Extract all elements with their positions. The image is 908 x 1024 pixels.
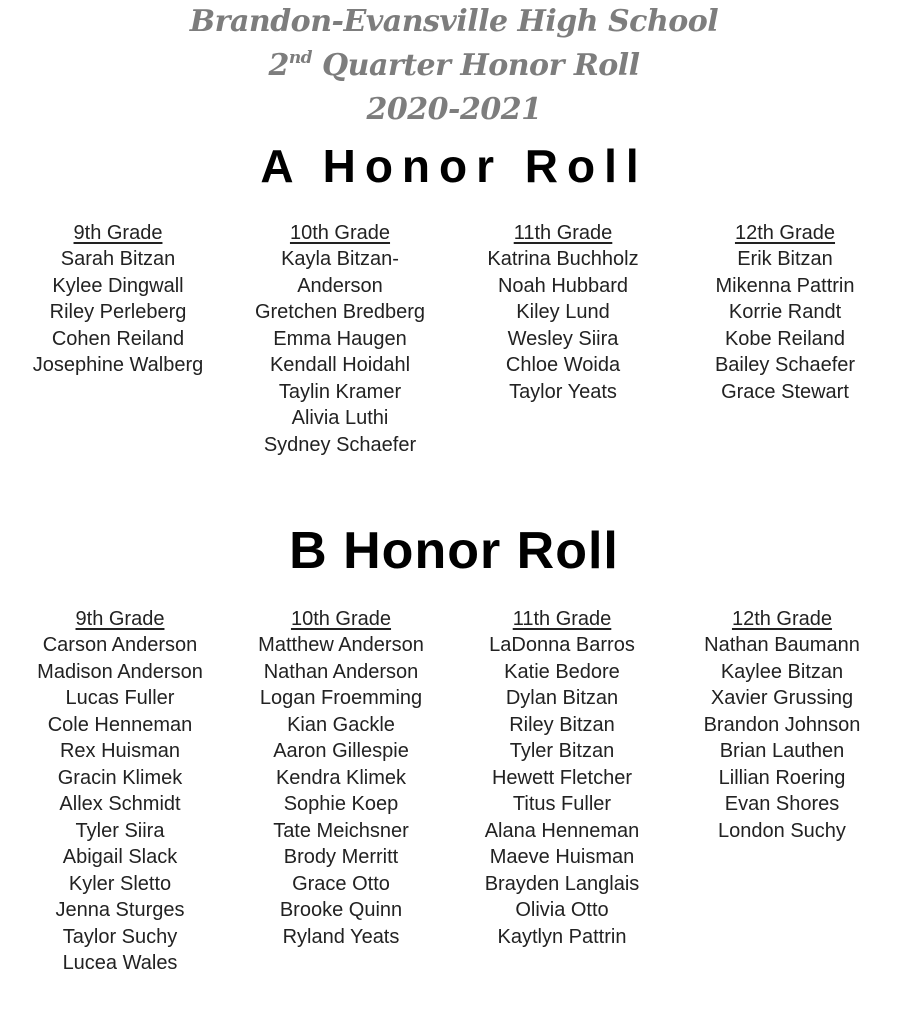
student-name: Riley Bitzan (509, 713, 615, 736)
b-honor-roll-title: B Honor Roll (289, 522, 619, 580)
quarter-ordinal: 2 (268, 48, 289, 83)
a-roll-column-10th (230, 220, 450, 458)
student-name: Kendall Hoidahl (269, 354, 411, 376)
student-name: Sarah Bitzan (60, 248, 176, 270)
student-name: Kian Gackle (287, 713, 395, 736)
student-name: Chloe Woida (505, 354, 621, 376)
student-name: Evan Shores (724, 793, 840, 815)
quarter-suffix: nd (288, 48, 313, 68)
a-roll-column-12th (675, 220, 895, 405)
student-name: Nathan Baumann (704, 634, 860, 656)
student-name: Kendra Klimek (275, 766, 407, 789)
student-name: Hewett Fletcher (491, 766, 633, 789)
student-name: Dylan Bitzan (505, 687, 619, 709)
grade-heading: 12th Grade (734, 222, 836, 244)
student-name: Kaytlyn Pattrin (497, 925, 627, 948)
school-name: Brandon-Evansville High School (189, 4, 719, 39)
student-name: Riley Perleberg (49, 301, 187, 323)
student-name: London Suchy (718, 819, 846, 842)
student-name: Gretchen Bredberg (254, 301, 426, 323)
student-name: Kobe Reiland (724, 327, 846, 350)
student-name: Rex Huisman (59, 740, 181, 762)
student-name: Taylin Kramer (278, 380, 402, 403)
student-name: Ryland Yeats (282, 925, 400, 948)
student-name: Katie Bedore (504, 660, 620, 683)
student-name: Kylee Dingwall (52, 274, 184, 297)
quarter-rest: Quarter Honor Roll (312, 48, 640, 83)
student-name: Bailey Schaefer (714, 354, 856, 376)
b-roll-column-10th (231, 606, 451, 950)
student-name: Lucea Wales (62, 952, 178, 974)
student-name: Olivia Otto (515, 899, 609, 921)
student-name: Brian Lauthen (719, 740, 845, 762)
student-name: Titus Fuller (512, 793, 612, 815)
a-honor-roll-title: A Honor Roll (260, 140, 648, 192)
student-name: Lillian Roering (718, 766, 846, 789)
grade-heading: 10th Grade (290, 608, 392, 630)
b-roll-column-11th (452, 606, 672, 950)
student-name: Aaron Gillespie (273, 740, 409, 762)
student-name: Kaylee Bitzan (720, 660, 844, 683)
student-name: Taylor Suchy (62, 925, 178, 948)
student-name: Sydney Schaefer (263, 433, 417, 456)
grade-heading: 9th Grade (73, 222, 163, 244)
student-name: Kyler Sletto (68, 872, 172, 895)
student-name: Nathan Anderson (263, 660, 419, 683)
student-name: Carson Anderson (42, 634, 198, 656)
student-name: Katrina Buchholz (487, 248, 639, 270)
student-name: Maeve Huisman (489, 846, 635, 868)
a-roll-column-9th (8, 220, 228, 379)
student-name: Emma Haugen (273, 327, 407, 350)
student-name: Wesley Siira (507, 327, 619, 350)
student-name: Alivia Luthi (291, 407, 389, 429)
student-name: Lucas Fuller (65, 687, 175, 709)
a-roll-column-11th (453, 220, 673, 405)
student-name: Logan Froemming (259, 687, 423, 709)
student-name: Taylor Yeats (509, 380, 617, 403)
student-name: Tate Meichsner (273, 819, 409, 842)
student-name: Mikenna Pattrin (715, 274, 855, 297)
student-name: Sophie Koep (283, 793, 399, 815)
school-year: 2020-2021 (366, 92, 542, 127)
student-name: Matthew Anderson (258, 634, 424, 656)
grade-heading: 10th Grade (289, 222, 391, 244)
student-name: Brody Merritt (283, 846, 399, 868)
student-name: Noah Hubbard (497, 274, 629, 297)
grade-heading: 11th Grade (513, 222, 613, 244)
student-name: Cole Henneman (47, 713, 193, 736)
student-name: Korrie Randt (728, 301, 842, 323)
b-roll-column-9th (10, 606, 230, 977)
student-name: Brandon Johnson (703, 713, 861, 736)
student-name: Kayla Bitzan-Anderson (281, 248, 399, 297)
student-name: Brayden Langlais (484, 872, 640, 895)
student-name: Josephine Walberg (32, 354, 204, 376)
grade-heading: 11th Grade (512, 608, 612, 630)
student-name: Grace Otto (292, 872, 390, 895)
student-name: Gracin Klimek (57, 766, 183, 789)
student-name: Brooke Quinn (279, 899, 403, 921)
grade-heading: 12th Grade (731, 608, 833, 630)
quarter-title (0, 44, 908, 88)
student-name: Grace Stewart (721, 380, 849, 403)
student-name: Erik Bitzan (737, 248, 833, 270)
student-name: Jenna Sturges (55, 899, 185, 921)
student-name: LaDonna Barros (489, 634, 635, 656)
student-name: Cohen Reiland (51, 327, 185, 350)
student-name: Tyler Bitzan (509, 740, 615, 762)
student-name: Xavier Grussing (710, 687, 854, 709)
student-name: Abigail Slack (62, 846, 178, 868)
grade-heading: 9th Grade (75, 608, 165, 630)
student-name: Kiley Lund (516, 301, 610, 323)
student-name: Tyler Siira (75, 819, 165, 842)
student-name: Alana Henneman (484, 819, 640, 842)
student-name: Allex Schmidt (59, 793, 181, 815)
b-roll-column-12th (672, 606, 892, 844)
student-name: Madison Anderson (37, 660, 203, 683)
